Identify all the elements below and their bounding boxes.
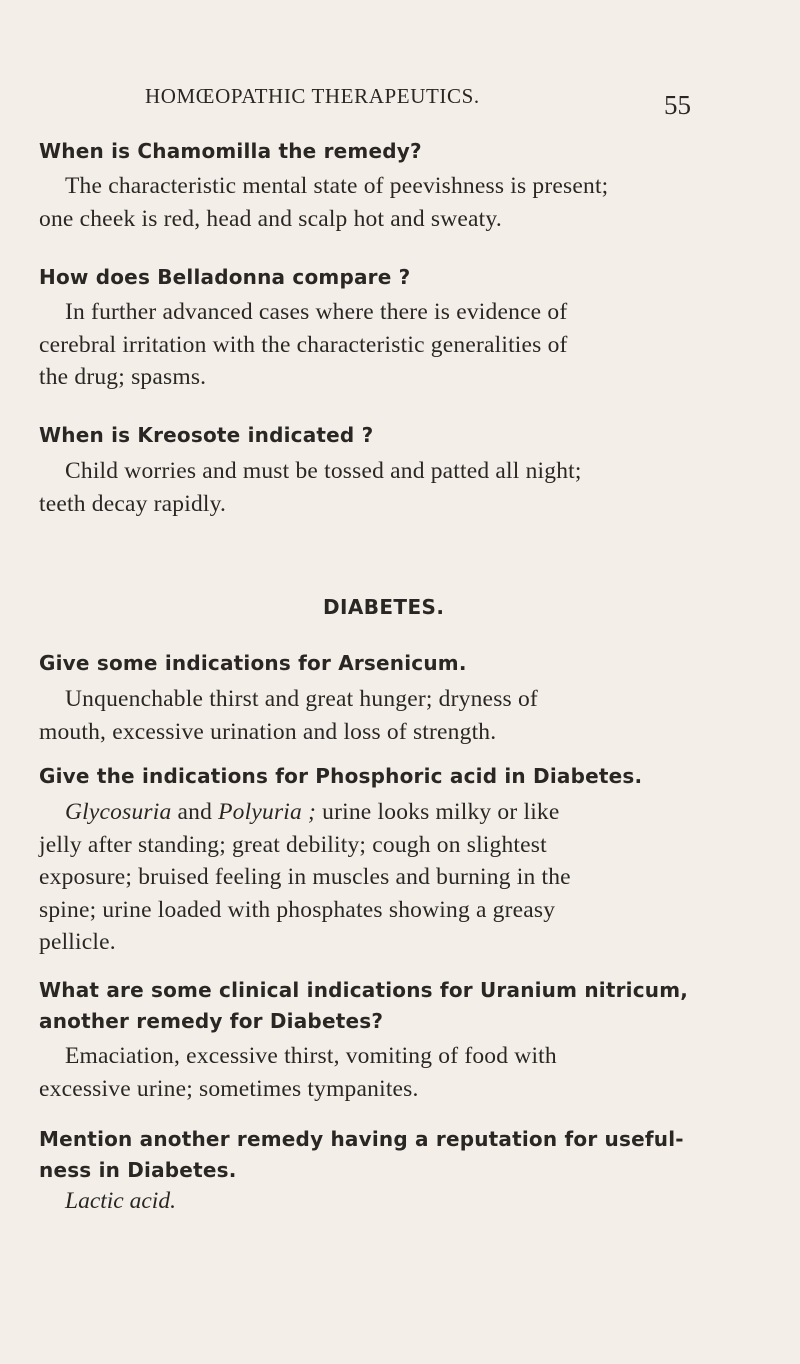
question-belladonna: How does Belladonna compare ? — [39, 265, 411, 289]
question-chamomilla: When is Chamomilla the remedy? — [39, 139, 422, 163]
answer-uranium-nitricum: Emaciation, excessive thirst, vomiting of food with excessive urine; sometimes tympanites. — [39, 1043, 557, 1102]
section-heading-diabetes: DIABETES. — [323, 595, 445, 619]
page-number: 55 — [664, 90, 691, 120]
question-arsenicum: Give some indications for Arsenicum. — [39, 651, 467, 675]
term-glycosuria: Glycosuria — [65, 799, 172, 825]
answer-phosphoric-acid: Glycosuria and Polyuria ; urine looks milky or like jelly after standing; great debility; cough on slightest exposure; bruised feeling in muscles and burning in the spine; urine loaded with phosphates showing a greasy pellicle. — [39, 799, 571, 956]
question-uranium-nitricum: What are some clinical indications for Uranium nitricum, another remedy for Diabetes? — [39, 978, 689, 1033]
answer-chamomilla: The characteristic mental state of peevishness is present; one cheek is red, head and scalp hot and sweaty. — [39, 173, 609, 232]
term-polyuria: Polyuria ; — [218, 799, 317, 825]
answer-kreosote: Child worries and must be tossed and patted all night; teeth decay rapidly. — [39, 458, 582, 517]
answer-belladonna: In further advanced cases where there is evidence of cerebral irritation with the characteristic generalities of the drug; spasms. — [39, 299, 568, 391]
answer-lactic-acid: Lactic acid. — [65, 1188, 176, 1214]
running-head: HOMŒOPATHIC THERAPEUTICS. — [145, 84, 480, 108]
page-header — [0, 84, 800, 124]
question-kreosote: When is Kreosote indicated ? — [39, 423, 374, 447]
question-lactic-acid: Mention another remedy having a reputation for useful- ness in Diabetes. — [39, 1127, 684, 1182]
question-phosphoric-acid: Give the indications for Phosphoric acid in Diabetes. — [39, 764, 643, 788]
answer-arsenicum: Unquenchable thirst and great hunger; dryness of mouth, excessive urination and loss of strength. — [39, 686, 538, 745]
